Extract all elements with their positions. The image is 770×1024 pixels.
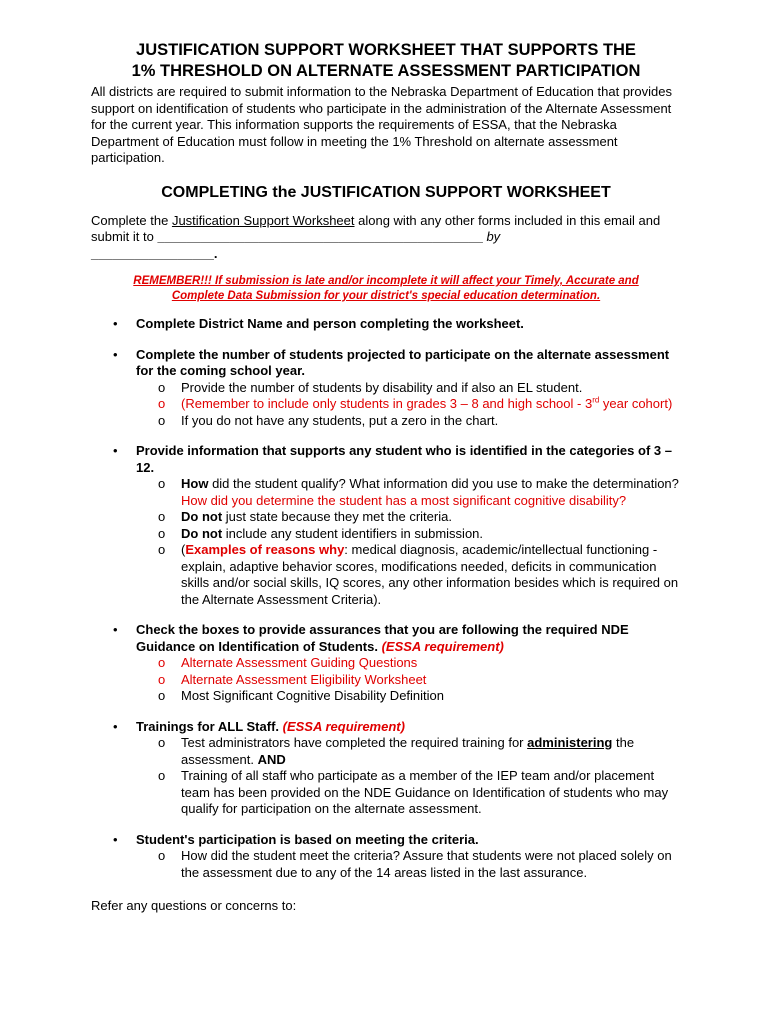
sub-item-text: include any student identifiers in submission. <box>222 525 484 541</box>
essa-requirement-tag: (ESSA requirement) <box>282 718 405 734</box>
by-word: by <box>482 229 501 244</box>
section-head-text: Trainings for ALL Staff. <box>136 718 283 734</box>
sub-bullet-icon: o <box>158 688 166 703</box>
bullet-section-district <box>91 316 681 333</box>
sub-bullet-icon: o <box>158 396 166 411</box>
sub-bullet-icon: o <box>158 412 166 428</box>
intro-paragraph: All districts are required to submit information to the Nebraska Department of Education that provides support on identification of students who participate in the administration of the Alternate Assessment for the current year. This information supports the requirements of ESSA, that the Nebraska Department of Education must follow in meeting the 1% Threshold on alternate assessment participation. <box>91 84 672 165</box>
sub-item <box>136 396 681 413</box>
sub-bullet-icon: o <box>158 671 166 687</box>
contact-footer: Refer any questions or concerns to: <box>91 898 297 913</box>
sub-item <box>136 768 681 818</box>
ordinal-suffix: rd <box>592 395 600 405</box>
sub-item <box>136 655 681 672</box>
sub-bullet-icon: o <box>158 379 166 395</box>
section-categories-head: Provide information that supports any student who is identified in the categories of 3 – 12. <box>136 443 672 475</box>
sub-item <box>136 476 681 509</box>
emphasis-text: AND <box>257 751 286 767</box>
bullet-icon: • <box>113 831 118 847</box>
emphasis-text: Do not <box>181 525 223 541</box>
sub-item-text: year cohort) <box>599 396 673 411</box>
sub-item-text: did the student qualify? What information did you use to make the determination? <box>208 476 679 491</box>
essa-requirement-tag: (ESSA requirement) <box>381 638 504 654</box>
bullet-icon: • <box>113 346 118 362</box>
sub-item-text: Training of all staff who participate as a member of the IEP team and/or placement team has been provided on the NDE Guidance on Identification of students who may qualify for participation on the alternate assessment. <box>181 768 669 816</box>
sub-item <box>136 848 681 881</box>
sub-item-text: Provide the number of students by disability and if also an EL student. <box>181 379 583 395</box>
sub-item <box>136 688 681 705</box>
sub-item-text: How did the student meet the criteria? Assure that students were not placed solely on the assessment due to any of the 14 areas listed in the last assurance. <box>181 848 672 880</box>
sub-bullet-icon: o <box>158 655 166 670</box>
remember-notice <box>91 274 681 304</box>
sub-item-text: : medical diagnosis, academic/intellectual functioning - explain, adaptive behavior scores, modifications needed, deficits in communication skills and/or social skills, IQ scores, any other information besides which is required on the Alternate Assessment Criteria). <box>181 542 679 607</box>
sub-item-text: the assessment. <box>181 735 635 767</box>
sub-bullet-icon: o <box>158 768 166 783</box>
highlight-text: How did you determine the student has a most significant cognitive disability? <box>181 492 627 508</box>
worksheet-link: Justification Support Worksheet <box>171 212 355 228</box>
bullet-icon: • <box>113 622 118 637</box>
sub-bullet-icon: o <box>158 735 166 750</box>
sub-bullet-icon: o <box>158 476 166 491</box>
sub-item-text: just state because they met the criteria. <box>222 509 452 524</box>
sub-item <box>136 672 681 689</box>
sub-item <box>136 526 681 543</box>
highlight-text: Examples of reasons why <box>185 542 345 557</box>
section-participation-head: Student's participation is based on meeting the criteria. <box>136 831 479 847</box>
sub-item-text: ( <box>181 542 186 557</box>
title-line-2: 1% THRESHOLD ON ALTERNATE ASSESSMENT PARTICIPATION <box>131 62 641 80</box>
sub-item <box>136 380 681 397</box>
section-trainings-head <box>136 719 681 736</box>
sub-item <box>136 509 681 526</box>
bullet-icon: • <box>113 718 118 734</box>
sub-item <box>136 542 681 608</box>
section-assurances-head <box>136 622 681 655</box>
guiding-questions-item: Alternate Assessment Guiding Questions <box>181 655 418 670</box>
bullet-section-participation <box>91 832 681 882</box>
eligibility-worksheet-item: Alternate Assessment Eligibility Worksheet <box>181 671 427 687</box>
complete-instruction <box>91 213 681 263</box>
section-students-projected-head: Complete the number of students projected to participate on the alternate assessment for the coming school year. <box>136 346 670 378</box>
complete-pre: Complete the <box>91 212 172 228</box>
remember-line-1: REMEMBER!!! If submission is late and/or incomplete it will affect your Timely, Accurate and <box>133 275 639 287</box>
section-head-text: Check the boxes to provide assurances that you are following the required NDE Guidance on Identification of Students. <box>136 622 629 654</box>
recipient-blank: _____________________________________________ <box>157 229 483 244</box>
complete-post: along with any other forms included in this email and submit it to <box>91 212 661 244</box>
bullet-section-students-projected <box>91 347 681 430</box>
document-page <box>91 40 681 915</box>
bullet-section-categories <box>91 443 681 608</box>
remember-line-2: Complete Data Submission for your district's special education determination. <box>171 290 601 302</box>
document-title <box>91 40 681 82</box>
emphasis-text: administering <box>527 735 613 750</box>
sub-bullet-icon: o <box>158 848 166 863</box>
emphasis-text: How <box>181 476 209 491</box>
sub-item-text: If you do not have any students, put a zero in the chart. <box>181 412 499 428</box>
sub-bullet-icon: o <box>158 525 166 541</box>
disability-definition-item: Most Significant Cognitive Disability Definition <box>181 688 445 703</box>
bullet-icon: • <box>113 316 118 331</box>
sub-item-text: Test administrators have completed the required training for <box>181 735 528 750</box>
emphasis-text: Do not <box>181 509 223 524</box>
sub-item-text: (Remember to include only students in grades 3 – 8 and high school - 3 <box>181 396 593 411</box>
sub-item <box>136 413 681 430</box>
bullet-section-assurances <box>91 622 681 705</box>
title-line-1: JUSTIFICATION SUPPORT WORKSHEET THAT SUPPORTS THE <box>136 41 636 59</box>
sub-item <box>136 735 681 768</box>
sub-bullet-icon: o <box>158 509 166 524</box>
bullet-section-trainings <box>91 719 681 818</box>
sub-bullet-icon: o <box>158 542 166 557</box>
bullet-icon: • <box>113 443 118 458</box>
deadline-blank: _________________. <box>91 245 218 261</box>
section-district-head: Complete District Name and person completing the worksheet. <box>136 316 524 331</box>
section-heading: COMPLETING the JUSTIFICATION SUPPORT WORKSHEET <box>161 183 611 201</box>
